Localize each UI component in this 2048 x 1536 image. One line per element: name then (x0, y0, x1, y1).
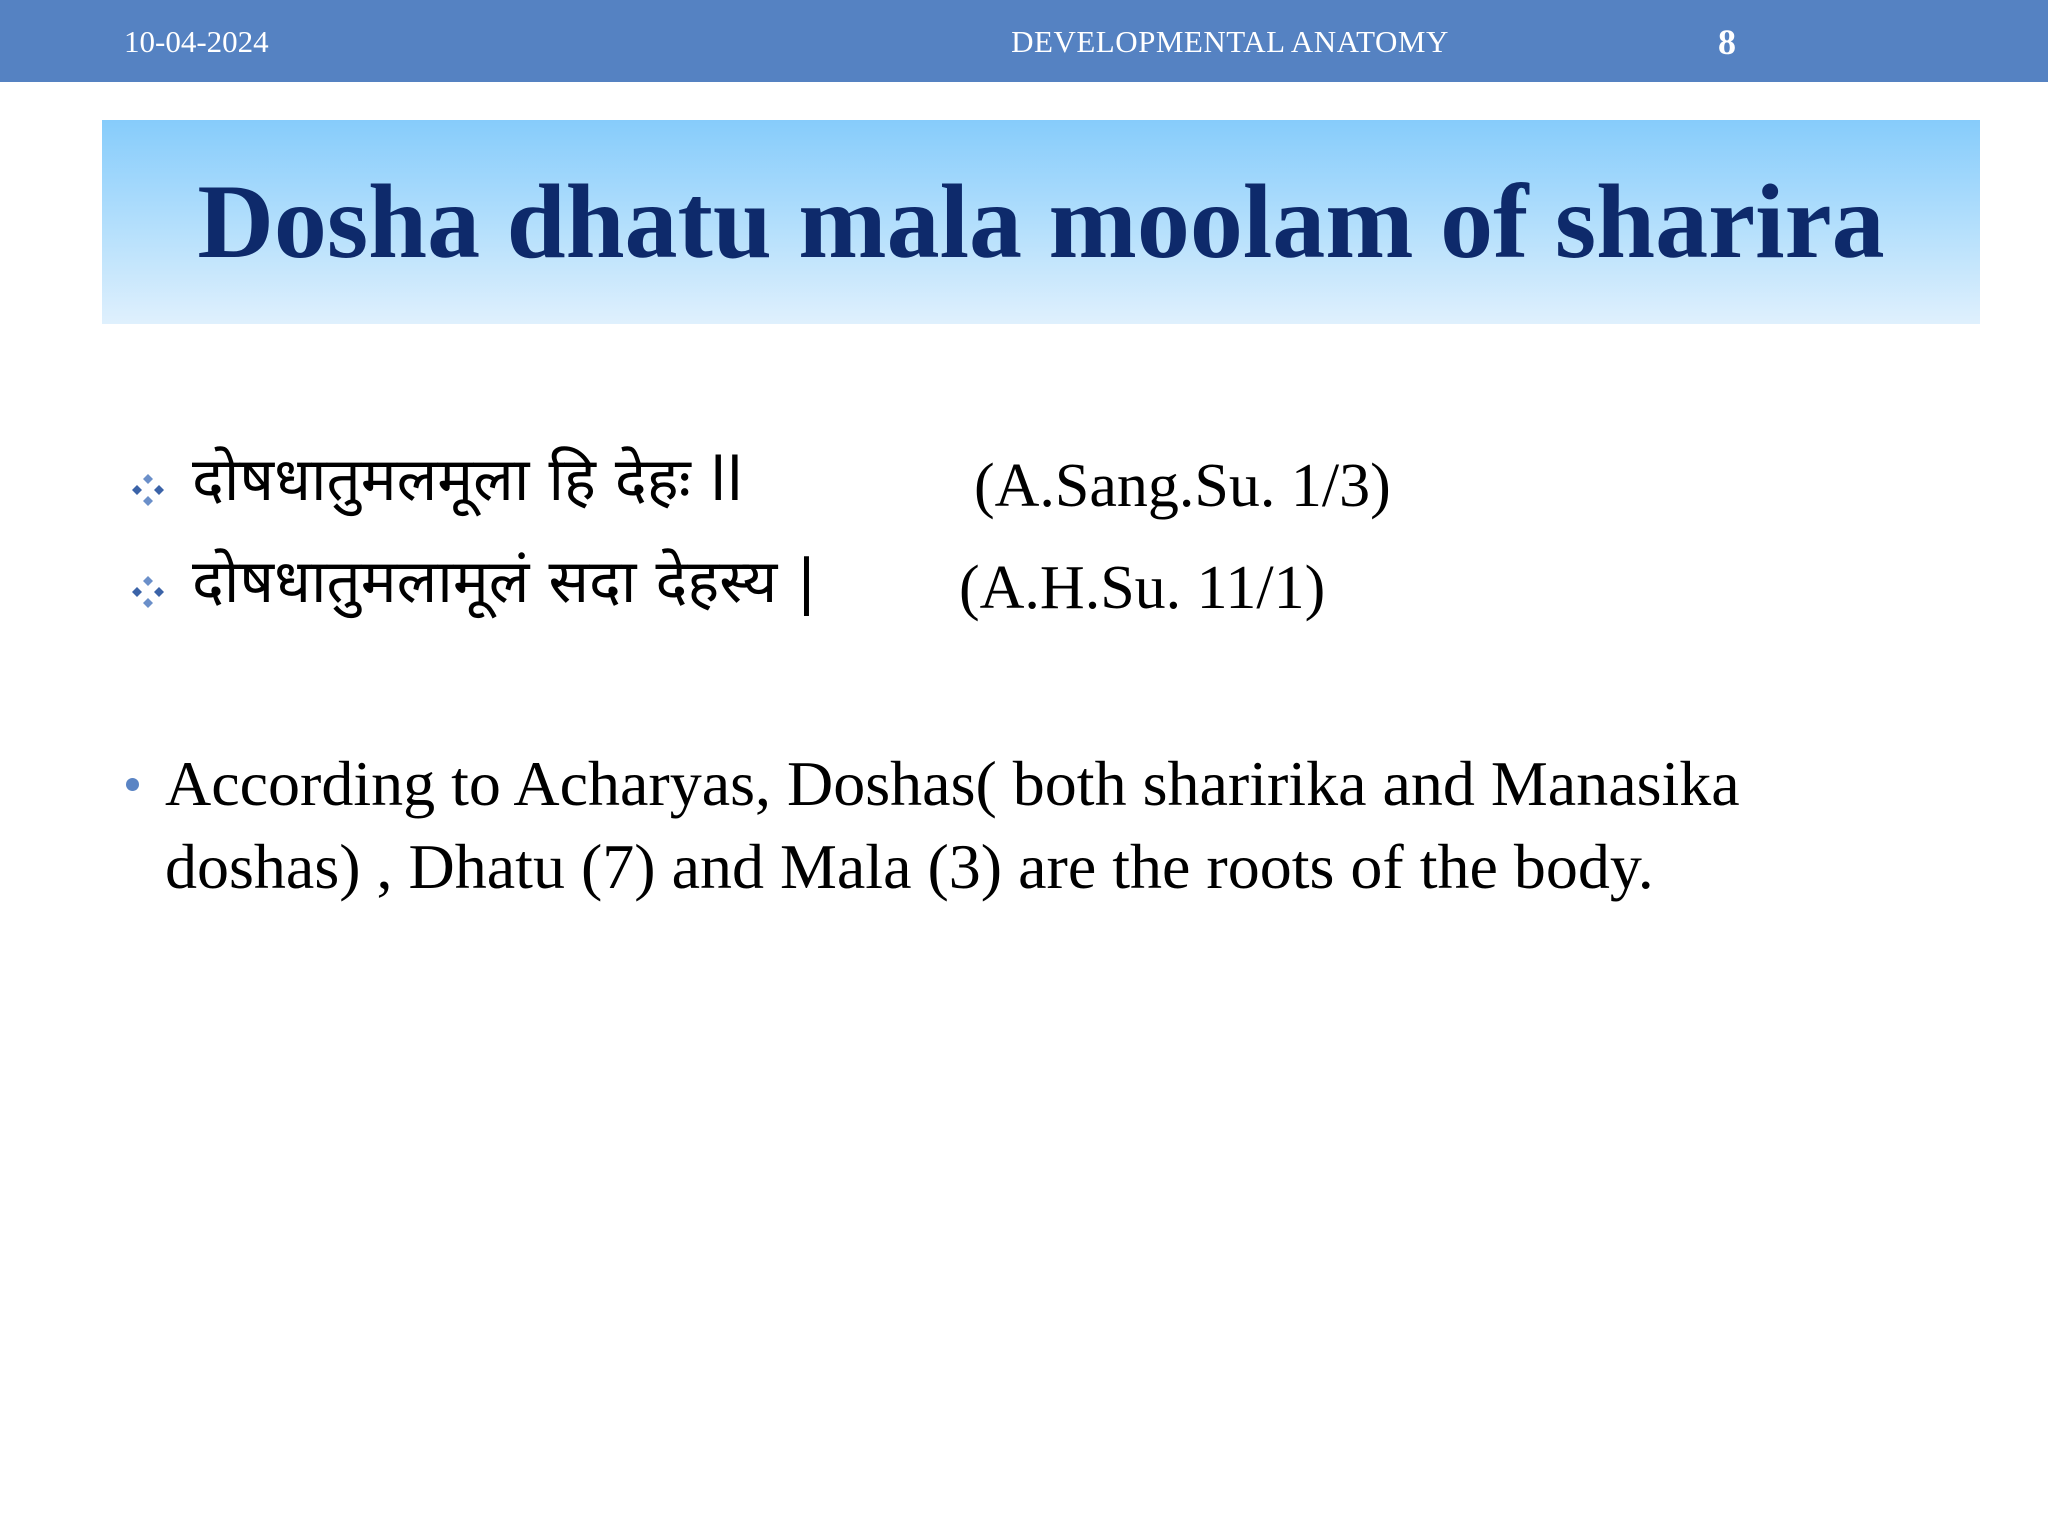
title-band (102, 120, 1980, 324)
body-text: According to Acharyas, Doshas( both sharirika and Manasika doshas) , Dhatu (7) and Mala (3) are the roots of the body. (165, 748, 1740, 902)
slide-header-bar (0, 0, 2048, 82)
verse-reference: (A.H.Su. 11/1) (959, 554, 1326, 622)
header-title: DEVELOPMENTAL ANATOMY (1011, 24, 1449, 59)
verse-text: दोषधातुमलामूलं सदा देहस्य | (192, 547, 817, 617)
diamond-cluster-icon (128, 572, 168, 612)
bullet-dot-icon (126, 778, 139, 791)
verse-reference: (A.Sang.Su. 1/3) (974, 452, 1391, 520)
slide-title: Dosha dhatu mala moolam of sharira (197, 163, 1885, 280)
page-number: 8 (1718, 22, 1736, 62)
diamond-cluster-icon (128, 470, 168, 510)
header-date: 10-04-2024 (124, 24, 269, 59)
verse-text: दोषधातुमलमूला हि देहः ll (192, 445, 744, 515)
